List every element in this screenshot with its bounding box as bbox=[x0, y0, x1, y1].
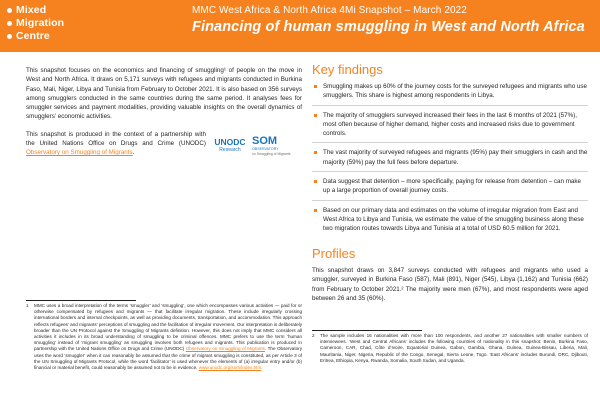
key-finding-text: Smuggling makes up 60% of the journey costs for the surveyed refugees and migrants who use smugglers. This share is highest among respondents in Libya. bbox=[323, 83, 588, 100]
report-kicker: MMC West Africa & North Africa 4Mi Snapshot – March 2022 bbox=[192, 5, 467, 16]
footnote-body-2: . The Observatory uses the word ‘smuggler’ when it can reasonably be assumed that the crime of migrant smuggling is constituted, as per Article 3 of the UN Smuggling of Migrants Protocol, while the word ‘facilitator’ is used whenever the elements of (a) irregular entry and/or (b) financial or material benefit, could reasonably be assumed not to be in evidence. bbox=[34, 346, 303, 371]
unodc-logo-text: UNODC bbox=[214, 137, 246, 147]
logo-dot-icon bbox=[7, 8, 12, 13]
profiles-paragraph: This snapshot draws on 3,847 surveys conducted with refugees and migrants who used a smuggler, surveyed in Burkina Faso (587), Mali (891), Niger (545), Libya (1,162) and Tunisia (662) from February to October 2021.² The majority were men (67%), and most respondents were aged between 26 and 35 (60%). bbox=[312, 267, 588, 302]
footnote-2 bbox=[312, 333, 588, 364]
square-bullet-icon bbox=[314, 209, 317, 212]
logo-word-3: Centre bbox=[16, 30, 50, 42]
som-logo-sub-2: on Smuggling of Migrants bbox=[252, 151, 291, 156]
footnote-number: 2 bbox=[312, 333, 315, 338]
footnote-end: . bbox=[261, 365, 263, 371]
header-band bbox=[0, 0, 600, 52]
som-observatory-logo[interactable] bbox=[252, 136, 298, 156]
key-findings-section bbox=[312, 62, 588, 238]
footnote-divider bbox=[312, 330, 422, 331]
key-finding-item bbox=[312, 111, 588, 144]
profiles-section bbox=[312, 246, 588, 303]
mmc-logo[interactable] bbox=[7, 4, 64, 43]
footnote-text bbox=[34, 303, 302, 371]
som-logo-text: SOM bbox=[252, 135, 278, 147]
key-finding-item bbox=[312, 148, 588, 172]
key-findings-list bbox=[312, 82, 588, 238]
logo-dot-icon bbox=[7, 34, 12, 39]
logo-word-1: Mixed bbox=[16, 4, 47, 16]
logo-line-3 bbox=[7, 30, 64, 43]
unodc-research-logo[interactable] bbox=[212, 138, 248, 154]
key-finding-text: The majority of smugglers surveyed increased their fees in the last 6 months of 2021 (57%), most often because of higher demand, higher costs and increased risks due to government controls. bbox=[323, 111, 577, 138]
footnote-1 bbox=[26, 303, 302, 371]
square-bullet-icon bbox=[314, 180, 317, 183]
partnership-text: This snapshot is produced in the context of a partnership with the United Nations Office on Drugs and Crime (UNODC) bbox=[26, 130, 206, 148]
unodc-logo-sub: Research bbox=[219, 147, 241, 153]
key-finding-text: Based on our primary data and estimates on the volume of irregular migration from East and West Africa to Libya and Tunisia, we estimate the value of the smuggling business along these two migration routes towards Libya and Tunisia at a total of USD 60.5 million for 2021. bbox=[323, 206, 584, 233]
logo-word-2: Migration bbox=[16, 17, 65, 29]
logo-dot-icon bbox=[7, 21, 12, 26]
footnote-text: The sample includes 16 nationalities with more than 100 respondents, and another 27 nationalities with smaller numbers of interviewees. ‘West and Central Africans’ includes the following countries of nationality in this snapshot: Benin, Burkina Faso, Cameroon, CAR, Chad, Côte d’Ivoire, Equatorial Guinea, Gabon, Gambia, Ghana, Guinea, Guinea-Bissau, Liberia, Mali, Mauritania, Niger, Nigeria, Republic of the Congo, Senegal, Sierra Leone, Togo. ‘East Africans’ includes Burundi, DRC, Djibouti, Eritrea, Ethiopia, Kenya, Rwanda, Somalia, South Sudan, and Uganda. bbox=[320, 333, 588, 363]
som-logo-sub: OBSERVATORY bbox=[252, 147, 279, 151]
square-bullet-icon bbox=[314, 114, 317, 117]
footnote-observatory-link[interactable]: Observatory on Smuggling of Migrants bbox=[185, 346, 265, 352]
key-finding-item bbox=[312, 82, 588, 106]
intro-paragraph: This snapshot focuses on the economics and financing of smuggling¹ of people on the move in West and North Africa. It draws on 5,171 surveys with refugees and migrants conducted in Burkina Faso, Mali, Niger, Libya and Tunisia from February to October 2021. It is also based on 356 surveys among smugglers conducted in the same countries during the same period. It analyses fees for smuggler services and payment modalities, providing valuable insights on the overall dynamics of smugglers’ economic activities. bbox=[26, 67, 302, 121]
footnote-body: MMC uses a broad interpretation of the terms ‘smuggler’ and ‘smuggling’, one which encompasses various activities — paid for or otherwise compensated by refugees and migrants — that facilitate irregular migration. These include irregularly crossing international borders and internal checkpoints, as well as providing documents, transportation, and accommodation. This approach reflects refugees’ and migrants’ perceptions of smuggling and the facilitation of irregular movement. Our interpretation is deliberately broader than the UN Protocol against the Smuggling of Migrants definition. However, this does not imply that MMC considers all activities it includes in its broad understanding of smuggling to be criminal offences. MMC prefers to use the term ‘human smuggling’ instead of ‘migrant smuggling’ as smuggling involves both refugees and migrants. This publication is produced in partnership with the United Nations Office on Drugs and Crime (UNODC) bbox=[34, 303, 302, 352]
profiles-heading: Profiles bbox=[312, 246, 356, 261]
logo-line-2 bbox=[7, 17, 64, 30]
key-finding-item bbox=[312, 177, 588, 201]
footnote-unodc-url-link[interactable]: www.unodc.org/som/index.htm bbox=[198, 365, 262, 371]
page-title: Financing of human smuggling in West and North Africa bbox=[192, 19, 585, 35]
footnote-divider bbox=[26, 300, 136, 301]
observatory-link[interactable]: Observatory on Smuggling of Migrants bbox=[26, 149, 133, 157]
key-findings-heading: Key findings bbox=[312, 62, 383, 77]
footnote-number: 1 bbox=[26, 303, 29, 308]
partnership-end: . bbox=[132, 149, 135, 157]
square-bullet-icon bbox=[314, 85, 317, 88]
logo-line-1 bbox=[7, 4, 64, 17]
partnership-paragraph bbox=[26, 130, 206, 158]
key-finding-text: Data suggest that detention – more specifically, paying for release from detention – can make up a large proportion of overall journey costs. bbox=[323, 178, 582, 195]
key-finding-text: The vast majority of surveyed refugees and migrants (95%) pay their smugglers in cash and the majority (59%) pay the full fees before departure. bbox=[323, 149, 588, 166]
key-finding-item bbox=[312, 206, 588, 238]
square-bullet-icon bbox=[314, 151, 317, 154]
